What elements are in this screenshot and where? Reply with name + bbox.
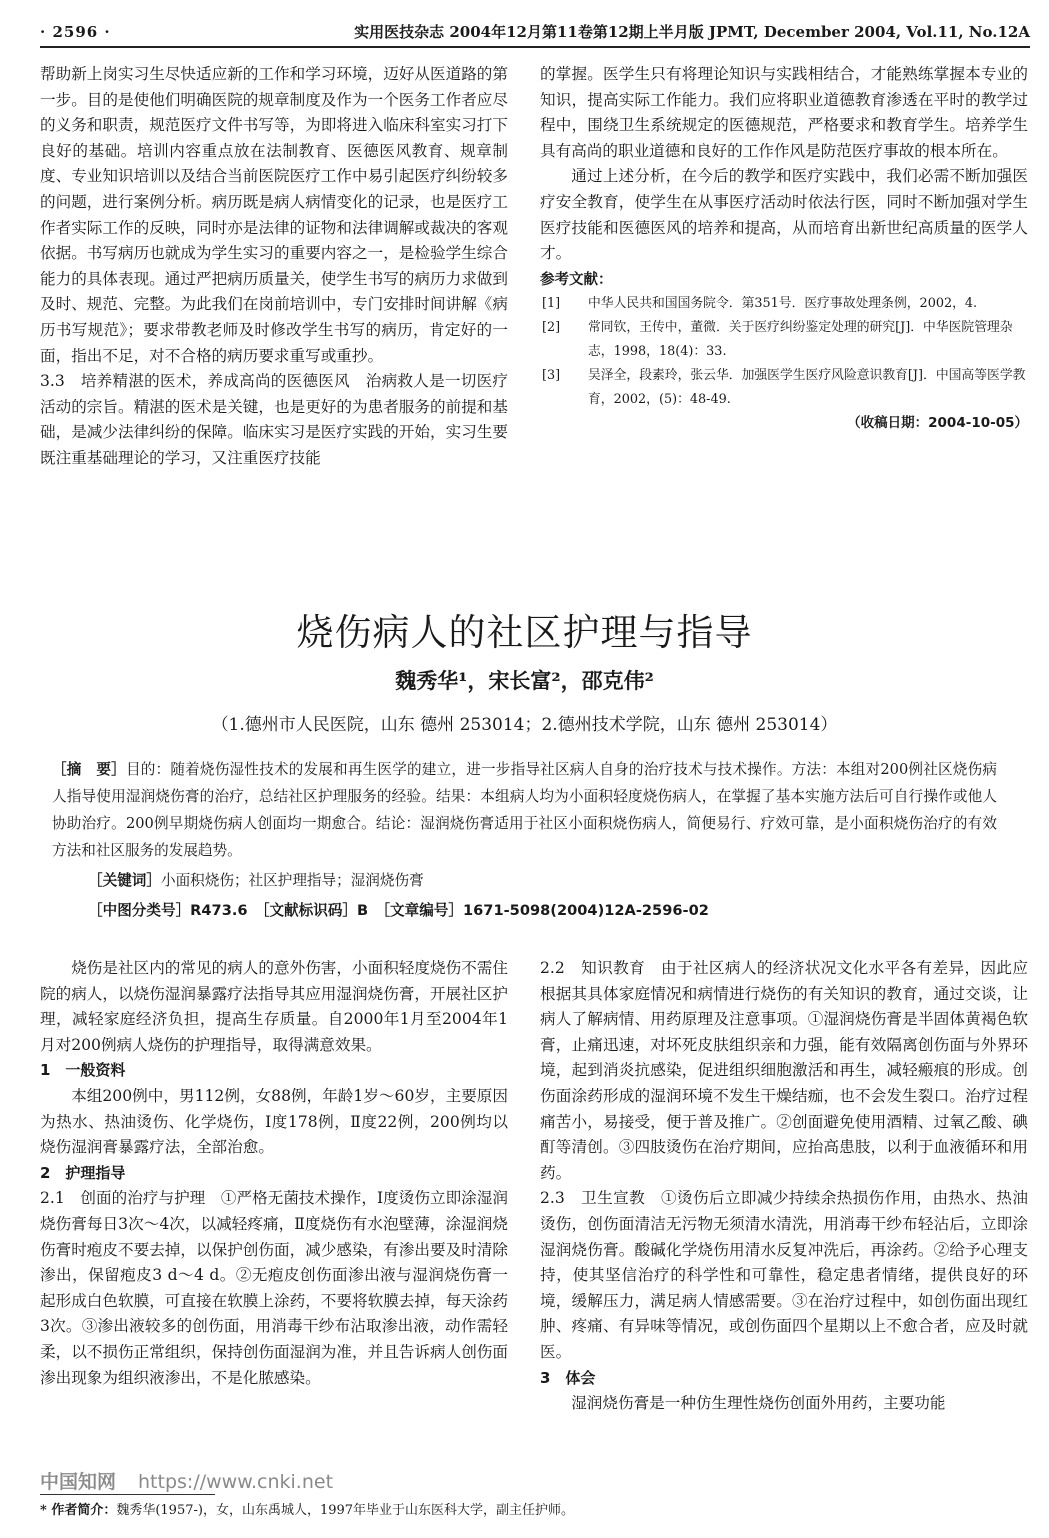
reference-list <box>540 292 1028 412</box>
watermark-brand: 中国知网 <box>40 1471 117 1493</box>
reference-number: [2] <box>542 320 561 336</box>
reference-item <box>540 316 1028 364</box>
keywords-line <box>88 868 1008 894</box>
prev-article-right-column <box>540 62 1028 434</box>
reference-text: 吴泽全，段素玲，张云华．加强医学生医疗风险意识教育[J]．中国高等医学教育，2002，(5)：48-49. <box>588 368 1026 408</box>
journal-info: 实用医技杂志 2004年12月第11卷第12期上半月版 JPMT, December 2004, Vol.11, No.12A <box>354 23 1030 41</box>
body-paragraph: 通过上述分析，在今后的教学和医疗实践中，我们必需不断加强医疗安全教育，使学生在从事医疗活动时依法行医，同时不断加强对学生医疗技能和医德医风的培养和提高，从而培育出新世纪高质量的医学人才。 <box>540 167 1028 263</box>
section-heading: 1 一般资料 <box>40 1061 126 1080</box>
intro-paragraph: 烧伤是社区内的常见的病人的意外伤害，小面积轻度烧伤不需住院的病人，以烧伤湿润暴露疗法指导其应用湿润烧伤膏，开展社区护理，减轻家庭经济负担，提高生存质量。自2000年1月至2004年1月对200例病人烧伤的护理指导，取得满意效果。 <box>40 959 508 1054</box>
body-paragraph: 湿润烧伤膏是一种仿生理性烧伤创面外用药，主要功能 <box>571 1394 946 1413</box>
subsection-paragraph: 2.3 卫生宣教 ①烫伤后立即减少持续余热损伤作用，由热水、热油烫伤，创伤面清洁无污物无须清水清洗，用消毒干纱布轻沾后，立即涂湿润烧伤膏。酸碱化学烧伤用清水反复冲洗后，再涂药。②给予心理支持，使其坚信治疗的科学性和可靠性，稳定患者情绪，提供良好的环境，缓解压力，满足病人情感需要。③在治疗过程中，如创伤面出现红肿、疼痛、有异味等情况，或创伤面四个星期以上不愈合者，应及时就医。 <box>540 1189 1028 1361</box>
section-paragraph: 3.3 培养精湛的医术，养成高尚的医德医风 治病救人是一切医疗活动的宗旨。精湛的医术是关键，也是更好的为患者服务的前提和基础，是减少法律纠纷的保障。临床实习是医疗实践的开始，实习生要既注重基础理论的学习，又注重医疗技能 <box>40 372 508 467</box>
article-authors: 魏秀华¹，宋长富²，邵克伟² <box>395 668 654 693</box>
received-date: （收稿日期：2004-10-05） <box>847 415 1028 432</box>
footnote-text: 魏秀华(1957-)，女，山东禹城人，1997年毕业于山东医科大学，副主任护师。 <box>116 1503 575 1518</box>
keywords-label: ［关键词］ <box>88 872 161 889</box>
body-paragraph: 本组200例中，男112例，女88例，年龄1岁～60岁，主要原因为热水、热油烫伤、化学烧伤，Ⅰ度178例，Ⅱ度22例，200例均以烧伤湿润膏暴露疗法，全部治愈。 <box>40 1086 508 1157</box>
keywords-text: 小面积烧伤；社区护理指导；湿润烧伤膏 <box>160 872 424 889</box>
body-paragraph: 帮助新上岗实习生尽快适应新的工作和学习环境，迈好从医道路的第一步。目的是使他们明确医院的规章制度及作为一个医务工作者应尽的义务和职责，规范医疗文件书写等，为即将进入临床科室实习打下良好的基础。培训内容重点放在法制教育、医德医风教育、规章制度、专业知识培训以及结合当前医院医疗工作中易引起医疗纠纷较多的问题，进行案例分析。病历既是病人病情变化的记录，也是医疗工作者实际工作的反映，同时亦是法律的证物和法律调解或裁决的客观依据。书写病历也就成为学生实习的重要内容之一，是检验学生综合能力的具体表现。通过严把病历质量关，使学生书写的病历力求做到及时、规范、完整。为此我们在岗前培训中，专门安排时间讲解《病历书写规范》；要求带教老师及时修改学生书写的病历，肯定好的一面，指出不足，对不合格的病历要求重写或重抄。 <box>40 65 508 365</box>
abstract-label: ［摘 要］ <box>52 761 126 778</box>
prev-article-left-column <box>40 62 508 472</box>
reference-number: [3] <box>542 368 561 384</box>
section-heading: 2 护理指导 <box>40 1163 126 1182</box>
reference-number: [1] <box>542 296 561 312</box>
classification-line: ［中图分类号］R473.6 ［文献标识码］B ［文章编号］1671-5098(2004)12A-2596-02 <box>88 902 709 919</box>
abstract-text: 目的：随着烧伤湿性技术的发展和再生医学的建立，进一步指导社区病人自身的治疗技术与技术操作。方法：本组对200例社区烧伤病人指导使用湿润烧伤膏的治疗，总结社区护理服务的经验。结果：本组病人均为小面积轻度烧伤病人，在掌握了基本实施方法后可自行操作或他人协助治疗。200例早期烧伤病人创面均一期愈合。结论：湿润烧伤膏适用于社区小面积烧伤病人，简便易行、疗效可靠，是小面积烧伤治疗的有效方法和社区服务的发展趋势。 <box>52 761 997 859</box>
section-heading: 3 体会 <box>540 1368 596 1387</box>
running-header <box>40 20 1030 48</box>
article-title: 烧伤病人的社区护理与指导 <box>296 611 753 654</box>
page-number: · 2596 · <box>40 23 111 41</box>
reference-item <box>540 364 1028 412</box>
author-affiliation: （1.德州市人民医院，山东 德州 253014；2.德州技术学院，山东 德州 253014） <box>211 715 838 735</box>
abstract <box>52 756 997 864</box>
reference-text: 常同钦，王传中，董微．关于医疗纠纷鉴定处理的研究[J]．中华医院管理杂志，1998，18(4)：33. <box>588 320 1013 360</box>
article-right-column <box>540 956 1028 1417</box>
author-footnote <box>40 1500 1020 1522</box>
footnote-rule <box>40 1494 215 1495</box>
reference-text: 中华人民共和国国务院令．第351号．医疗事故处理条例，2002，4. <box>588 296 978 312</box>
body-paragraph: 的掌握。医学生只有将理论知识与实践相结合，才能熟练掌握本专业的知识，提高实际工作能力。我们应将职业道德教育渗透在平时的教学过程中，围绕卫生系统规定的医德规范，严格要求和教育学生。培养学生具有高尚的职业道德和良好的工作作风是防范医疗事故的根本所在。 <box>540 65 1028 160</box>
watermark-url: https://www.cnki.net <box>138 1471 334 1493</box>
cnki-watermark <box>40 1471 333 1493</box>
subsection-paragraph: 2.1 创面的治疗与护理 ①严格无菌技术操作，Ⅰ度烫伤立即涂湿润烧伤膏每日3次～4次，以减轻疼痛，Ⅱ度烧伤有水泡壁薄，涂湿润烧伤膏时疱皮不要去掉，以保护创伤面，减少感染，有渗出要及时清除渗出，保留疱皮3 d～4 d。②无疱皮创伤面渗出液与湿润烧伤膏一起形成白色软膜，可直接在软膜上涂药，不要将软膜去掉，每天涂药3次。③渗出液较多的创伤面，用消毒干纱布沾取渗出液，动作需轻柔，以不损伤正常组织，保持创伤面湿润为准，并且告诉病人创伤面渗出现象为组织液渗出，不是化脓感染。 <box>40 1189 508 1387</box>
references-heading: 参考文献： <box>540 270 613 288</box>
article-left-column <box>40 956 508 1391</box>
footnote-label: * 作者简介： <box>40 1503 117 1518</box>
subsection-paragraph: 2.2 知识教育 由于社区病人的经济状况文化水平各有差异，因此应根据其具体家庭情况和病情进行烧伤的有关知识的教育，通过交谈，让病人了解病情、用药原理及注意事项。①湿润烧伤膏是半固体黄褐色软膏，止痛迅速，对坏死皮肤组织亲和力强，能有效隔离创伤面与外界环境，起到消炎抗感染，促进组织细胞激活和再生，减轻瘢痕的形成。创伤面涂药形成的湿润环境不发生干燥结痂，也不会发生裂口。治疗过程痛苦小，易接受，便于普及推广。②创面避免使用酒精、过氧乙酸、碘酊等清创。③四肢烫伤在治疗期间，应抬高患肢，以利于血液循环和用药。 <box>540 959 1028 1182</box>
reference-item <box>540 292 1028 316</box>
